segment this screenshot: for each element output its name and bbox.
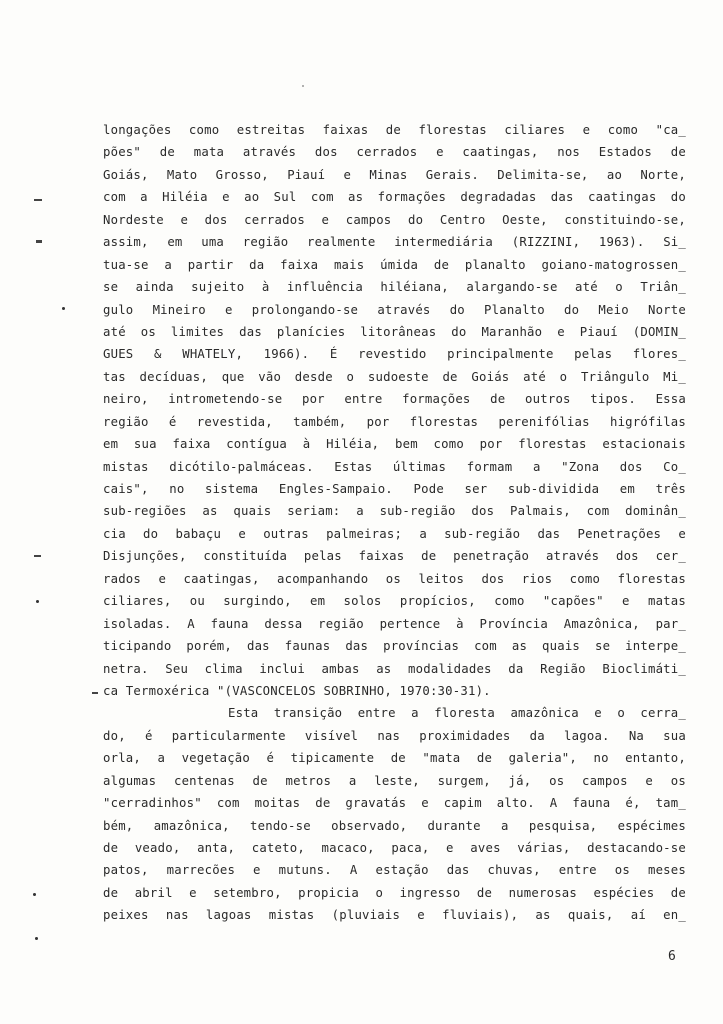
margin-dot xyxy=(62,307,65,310)
text-line-34: patos, marrecões e mutuns. A estação das chuvas, entre os meses xyxy=(103,863,686,878)
text-line-31: "cerradinhos" com moitas de gravatás e capim alto. A fauna é, tam_ xyxy=(103,796,686,811)
text-line-23: isoladas. A fauna dessa região pertence à Província Amazônica, par_ xyxy=(103,616,686,631)
text-line-26: ca Termoxérica "(VASCONCELOS SOBRINHO, 1970:30-31). xyxy=(103,683,491,698)
text-line-33: de veado, anta, cateto, macaco, paca, e aves várias, destacando-se xyxy=(103,841,686,855)
text-line-5: Nordeste e dos cerrados e campos do Centro Oeste, constituindo-se, xyxy=(103,212,686,227)
text-line-7: tua-se a partir da faixa mais úmida de planalto goiano-matogrossen_ xyxy=(103,257,686,272)
text-line-35: de abril e setembro, propicia o ingresso de numerosas espécies de xyxy=(103,885,686,900)
margin-dot xyxy=(35,937,38,940)
text-line-2: pões" de mata através dos cerrados e caatingas, nos Estados de xyxy=(103,145,686,160)
margin-mark xyxy=(34,555,41,557)
text-line-36: peixes nas lagoas mistas (pluviais e fluviais), as quais, aí en_ xyxy=(103,908,686,923)
text-line-24: ticipando porém, das faunas das províncias com as quais se interpe_ xyxy=(103,639,686,654)
text-line-11: GUES & WHATELY, 1966). É revestido principalmente pelas flores_ xyxy=(103,347,686,362)
margin-dot xyxy=(33,893,36,896)
text-line-6: assim, em uma região realmente intermediária (RIZZINI, 1963). Si_ xyxy=(103,235,686,250)
text-line-1: longações como estreitas faixas de florestas ciliares e como "ca_ xyxy=(103,123,686,137)
text-line-19: cia do babaçu e outras palmeiras; a sub-região das Penetrações e xyxy=(103,526,686,541)
margin-mark xyxy=(92,692,98,694)
text-line-20: Disjunções, constituída pelas faixas de penetração através dos cer_ xyxy=(103,549,686,564)
text-line-15: em sua faixa contígua à Hiléia, bem como por florestas estacionais xyxy=(103,437,686,452)
text-line-27: Esta transição entre a floresta amazônica e o cerra_ xyxy=(228,706,686,721)
margin-dot xyxy=(302,85,304,87)
text-line-29: orla, a vegetação é tipicamente de "mata de galeria", no entanto, xyxy=(103,751,686,766)
text-line-30: algumas centenas de metros a leste, surgem, já, os campos e os xyxy=(103,773,686,788)
margin-mark xyxy=(34,199,42,201)
text-line-32: bém, amazônica, tendo-se observado, durante a pesquisa, espécimes xyxy=(103,818,686,833)
page-number: 6 xyxy=(668,949,676,964)
text-line-25: netra. Seu clima inclui ambas as modalidades da Região Bioclimáti_ xyxy=(103,661,686,676)
text-line-9: gulo Mineiro e prolongando-se através do Planalto do Meio Norte xyxy=(103,302,686,317)
text-line-22: ciliares, ou surgindo, em solos propícios, como "capões" e matas xyxy=(103,594,686,609)
text-line-17: cais", no sistema Engles-Sampaio. Pode ser sub-dividida em três xyxy=(103,482,686,496)
text-line-4: com a Hiléia e ao Sul com as formações degradadas das caatingas do xyxy=(103,190,686,205)
text-line-8: se ainda sujeito à influência hiléiana, alargando-se até o Triân_ xyxy=(103,280,686,295)
text-line-13: neiro, intrometendo-se por entre formações de outros tipos. Essa xyxy=(103,392,686,407)
body-text xyxy=(103,119,686,927)
text-line-16: mistas dicótilo-palmáceas. Estas últimas formam a "Zona dos Co_ xyxy=(103,459,686,474)
text-line-12: tas decíduas, que vão desde o sudoeste de Goiás até o Triângulo Mi_ xyxy=(103,369,686,384)
text-line-14: região é revestida, também, por florestas perenifólias higrófilas xyxy=(103,414,686,429)
text-line-28: do, é particularmente visível nas proximidades da lagoa. Na sua xyxy=(103,728,686,743)
text-line-10: até os limites das planícies litorâneas do Maranhão e Piauí (DOMIN_ xyxy=(103,324,686,339)
text-line-3: Goiás, Mato Grosso, Piauí e Minas Gerais. Delimita-se, ao Norte, xyxy=(103,167,686,182)
margin-dot xyxy=(36,600,39,603)
text-line-18: sub-regiões as quais seriam: a sub-região dos Palmais, com dominân_ xyxy=(103,504,686,519)
text-line-21: rados e caatingas, acompanhando os leitos dos rios como florestas xyxy=(103,571,686,586)
margin-mark xyxy=(36,240,42,243)
